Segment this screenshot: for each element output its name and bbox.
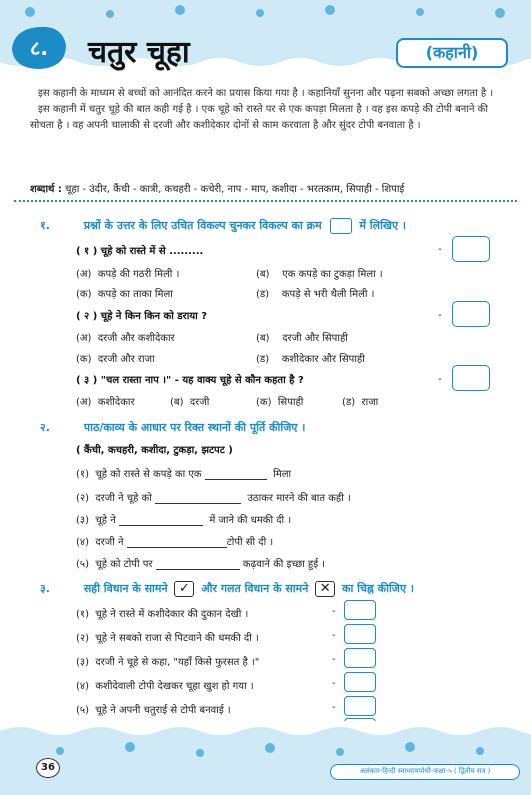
blank-line[interactable] bbox=[119, 516, 203, 526]
q1-instruction-end: में लिखिए । bbox=[359, 219, 407, 232]
fill-blank-item: (२) दरजी ने चूहे को उठाकर मारने की बात कही । bbox=[76, 493, 351, 504]
answer-box[interactable] bbox=[452, 236, 490, 262]
dash: - bbox=[332, 702, 336, 713]
page-title: चतुर चूहा bbox=[88, 35, 190, 70]
glossary bbox=[30, 181, 508, 195]
dash: - bbox=[438, 310, 442, 321]
page-number: 36 bbox=[36, 758, 60, 778]
option: (ड) राजा bbox=[342, 397, 379, 408]
dash: - bbox=[438, 374, 442, 385]
option: (ब) दरजी bbox=[170, 397, 210, 408]
answer-box[interactable] bbox=[344, 672, 376, 692]
answer-box[interactable] bbox=[452, 301, 490, 327]
option: (अ) दरजी और कशीदेकार bbox=[76, 333, 175, 344]
option: (ड) कपड़े से भरी थैली मिली । bbox=[256, 289, 375, 300]
chapter-number: ८. bbox=[30, 36, 48, 60]
option: (क) सिपाही bbox=[256, 397, 304, 408]
option: (अ) कशीदेकार bbox=[76, 397, 135, 408]
answer-box[interactable] bbox=[344, 648, 376, 668]
option: (अ) कपड़े की गठरी मिली । bbox=[76, 269, 180, 280]
footer-book-label: अलंकार-हिन्दी स्वाध्यायपोथी-कक्षा-५ ( द्वितीय सत्र ) bbox=[330, 764, 520, 780]
blank-line[interactable] bbox=[205, 470, 267, 480]
blank-line[interactable] bbox=[156, 560, 240, 570]
q1-instruction: प्रश्नों के उत्तर के लिए उचित विकल्प चुनकर विकल्प का क्रम bbox=[83, 219, 322, 232]
dash: - bbox=[332, 678, 336, 689]
statement-item: (५) चूहे ने अपनी चतुराई से टोपी बनवाई । bbox=[76, 705, 231, 716]
option: (ब) एक कपड़े का टुकड़ा मिला । bbox=[256, 269, 383, 280]
fill-blank-item: (१) चूहे को रास्ते से कपड़े का एक मिला bbox=[76, 469, 292, 480]
q2-instruction: पाठ/काव्य के आधार पर रिक्त स्थानों की पूर्ति कीजिए । bbox=[83, 421, 306, 434]
fill-blank-item: (३) चूहे ने में जाने की धमकी दी । bbox=[76, 515, 292, 526]
q3-instruction: का चिह्न कीजिए । bbox=[342, 582, 415, 595]
intro-paragraph: इस कहानी में चतुर चूहे की बात कही गई है । एक चूहे को रास्ते पर से एक कपड़ा मिलता है । वह इस कपड़े की टोपी बनाने की सोचता है । वह अपनी चालाकी से दरजी और कशीदेकार दोनों से काम करवाता है और सुंदर टोपी बनवाता है । bbox=[30, 104, 488, 131]
fill-blank-item: (४) दरजी ने टोपी सी दी । bbox=[76, 537, 274, 548]
dash: - bbox=[332, 606, 336, 617]
answer-box[interactable] bbox=[344, 624, 376, 644]
answer-box[interactable] bbox=[452, 365, 490, 391]
chapter-badge bbox=[10, 25, 68, 71]
blank-line[interactable] bbox=[155, 494, 241, 504]
tick-icon: ✓ bbox=[174, 581, 194, 597]
option: (ड) कशीदेकार और सिपाही bbox=[256, 354, 365, 365]
fill-blank-item: (५) चूहे को टोपी पर कढ़वाने की इच्छा हुई । bbox=[76, 559, 326, 570]
word-bank: ( कैंची, कचहरी, कशीदा, टुकड़ा, झटपट ) bbox=[76, 445, 233, 456]
section-divider bbox=[14, 200, 517, 202]
cross-icon: ✕ bbox=[315, 581, 335, 597]
glossary-text: चूहा - उंदीर, कैंची - कात्री, कचहरी - कचेरी, नाप - माप, कशीदा - भरतकाम, सिपाही - शिपाई bbox=[65, 184, 405, 195]
glossary-label: शब्दार्थ : bbox=[30, 184, 62, 195]
answer-box[interactable] bbox=[344, 600, 376, 620]
q1-heading bbox=[40, 218, 520, 234]
intro-text bbox=[30, 86, 508, 134]
blank-line[interactable] bbox=[127, 538, 227, 548]
q3-instruction: और गलत विधान के सामने bbox=[201, 582, 309, 595]
q3-instruction: सही विधान के सामने bbox=[83, 582, 168, 595]
q1-number: १. bbox=[40, 219, 50, 232]
genre-tag: (कहानी) bbox=[396, 38, 508, 68]
intro-paragraph: इस कहानी के माध्यम से बच्चों को आनंदित करने का प्रयास किया गया है । कहानियाँ सुनना और पढ़ना सबको अच्छा लगता है । bbox=[38, 88, 494, 99]
q3-number: ३. bbox=[40, 582, 50, 595]
dash: - bbox=[332, 630, 336, 641]
statement-item: (२) चूहे ने सबको राजा से पिटवाने की धमकी दी । bbox=[76, 633, 259, 644]
statement-item: (१) चूहे ने रास्ते में कशीदेकार की दुकान देखी । bbox=[76, 609, 249, 620]
option: (ब) दरजी और सिपाही bbox=[256, 333, 348, 344]
inline-answer-box bbox=[330, 218, 352, 234]
dash: - bbox=[438, 244, 442, 255]
q1-item-question: ( २ ) चूहे ने किन किन को डराया ? bbox=[76, 311, 208, 322]
q2-heading bbox=[40, 420, 520, 435]
dash: - bbox=[332, 654, 336, 665]
statement-item: (३) दरजी ने चूहे से कहा, "यहाँ किसे फुरसत है ।" bbox=[76, 657, 260, 668]
statement-item: (४) कशीदेवाली टोपी देखकर चूहा खुश हो गया । bbox=[76, 681, 254, 692]
footer-wave-decoration bbox=[0, 721, 531, 795]
q2-number: २. bbox=[40, 421, 50, 434]
q1-item-question: ( १ ) चूहे को रास्ते में से ......... bbox=[76, 246, 204, 257]
q3-heading bbox=[40, 581, 520, 597]
answer-box[interactable] bbox=[344, 696, 376, 716]
option: (क) कपड़े का ताका मिला bbox=[76, 289, 173, 300]
q1-item-question: ( ३ ) "चल रास्ता नाप ।" - यह वाक्य चूहे से कौन कहता है ? bbox=[76, 375, 304, 386]
option: (क) दरजी और राजा bbox=[76, 354, 155, 365]
